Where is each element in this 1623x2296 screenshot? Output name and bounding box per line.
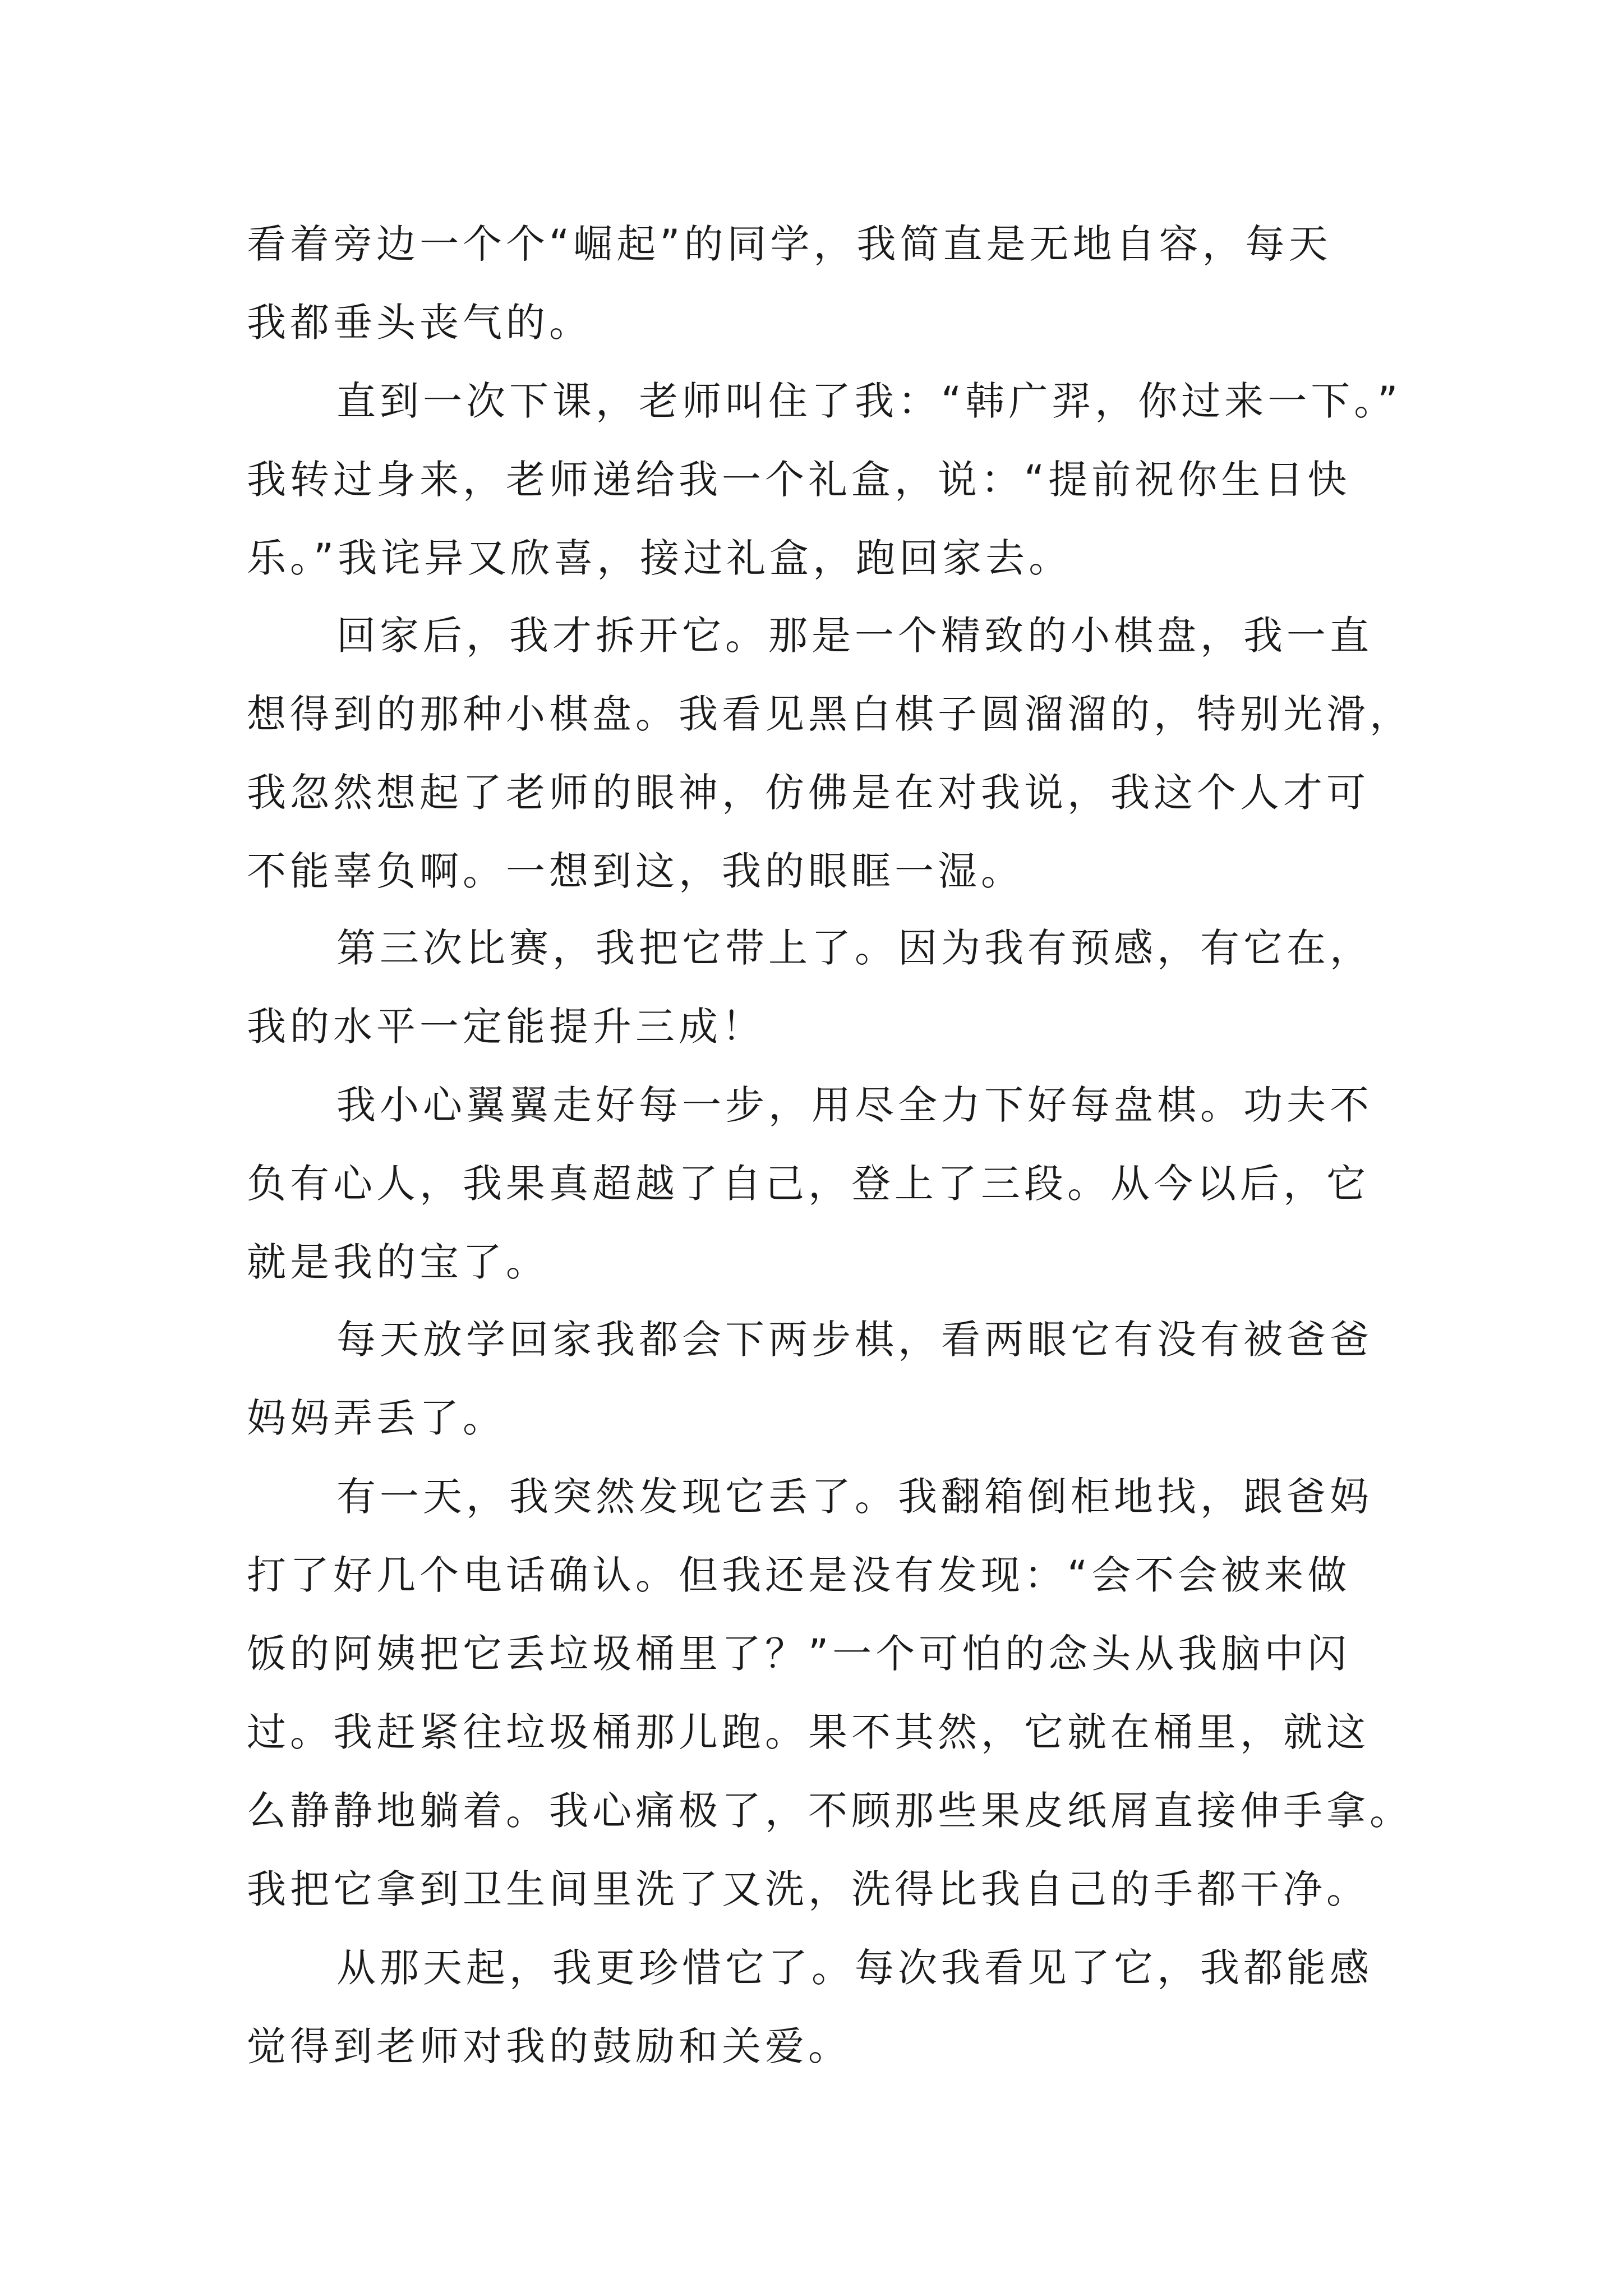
text-line: 我转过身来，老师递给我一个礼盒，说：“提前祝你生日快 — [247, 457, 1351, 503]
text-line: 我都垂头丧气的。 — [247, 300, 592, 346]
text-line: 么静静地躺着。我心痛极了，不顾那些果皮纸屑直接伸手拿。 — [247, 1788, 1413, 1834]
text-line: 看着旁边一个个“崛起”的同学，我简直是无地自容，每天 — [247, 221, 1332, 267]
text-line: 从那天起，我更珍惜它了。每次我看见了它，我都能感 — [336, 1945, 1373, 1991]
text-line: 就是我的宝了。 — [247, 1239, 549, 1285]
text-line: 负有心人，我果真超越了自己，登上了三段。从今以后，它 — [247, 1161, 1370, 1207]
text-line: 打了好几个电话确认。但我还是没有发现：“会不会被来做 — [247, 1552, 1351, 1598]
text-line: 妈妈弄丢了。 — [247, 1395, 506, 1441]
text-line: 直到一次下课，老师叫住了我：“韩广羿，你过来一下。” — [336, 378, 1402, 424]
text-line: 觉得到老师对我的鼓励和关爱。 — [247, 2023, 851, 2069]
text-line: 每天放学回家我都会下两步棋，看两眼它有没有被爸爸 — [336, 1317, 1373, 1363]
text-line: 想得到的那种小棋盘。我看见黑白棋子圆溜溜的，特别光滑， — [247, 691, 1413, 737]
text-line: 不能辜负啊。一想到这，我的眼眶一湿。 — [247, 848, 1024, 894]
text-line: 我把它拿到卫生间里洗了又洗，洗得比我自己的手都干净。 — [247, 1866, 1370, 1912]
text-line: 我小心翼翼走好每一步，用尽全力下好每盘棋。功夫不 — [336, 1082, 1373, 1128]
text-line: 过。我赶紧往垃圾桶那儿跑。果不其然，它就在桶里，就这 — [247, 1709, 1370, 1755]
text-line: 我忽然想起了老师的眼神，仿佛是在对我说，我这个人才可 — [247, 770, 1370, 816]
text-line: 乐。”我诧异又欣喜，接过礼盒，跑回家去。 — [247, 535, 1072, 581]
text-line: 回家后，我才拆开它。那是一个精致的小棋盘，我一直 — [336, 613, 1373, 659]
text-line: 我的水平一定能提升三成！ — [247, 1004, 765, 1050]
text-line: 有一天，我突然发现它丢了。我翻箱倒柜地找，跟爸妈 — [336, 1474, 1373, 1520]
text-line: 第三次比赛，我把它带上了。因为我有预感，有它在， — [336, 925, 1373, 971]
text-line: 饭的阿姨把它丢垃圾桶里了？”一个可怕的念头从我脑中闪 — [247, 1631, 1351, 1677]
